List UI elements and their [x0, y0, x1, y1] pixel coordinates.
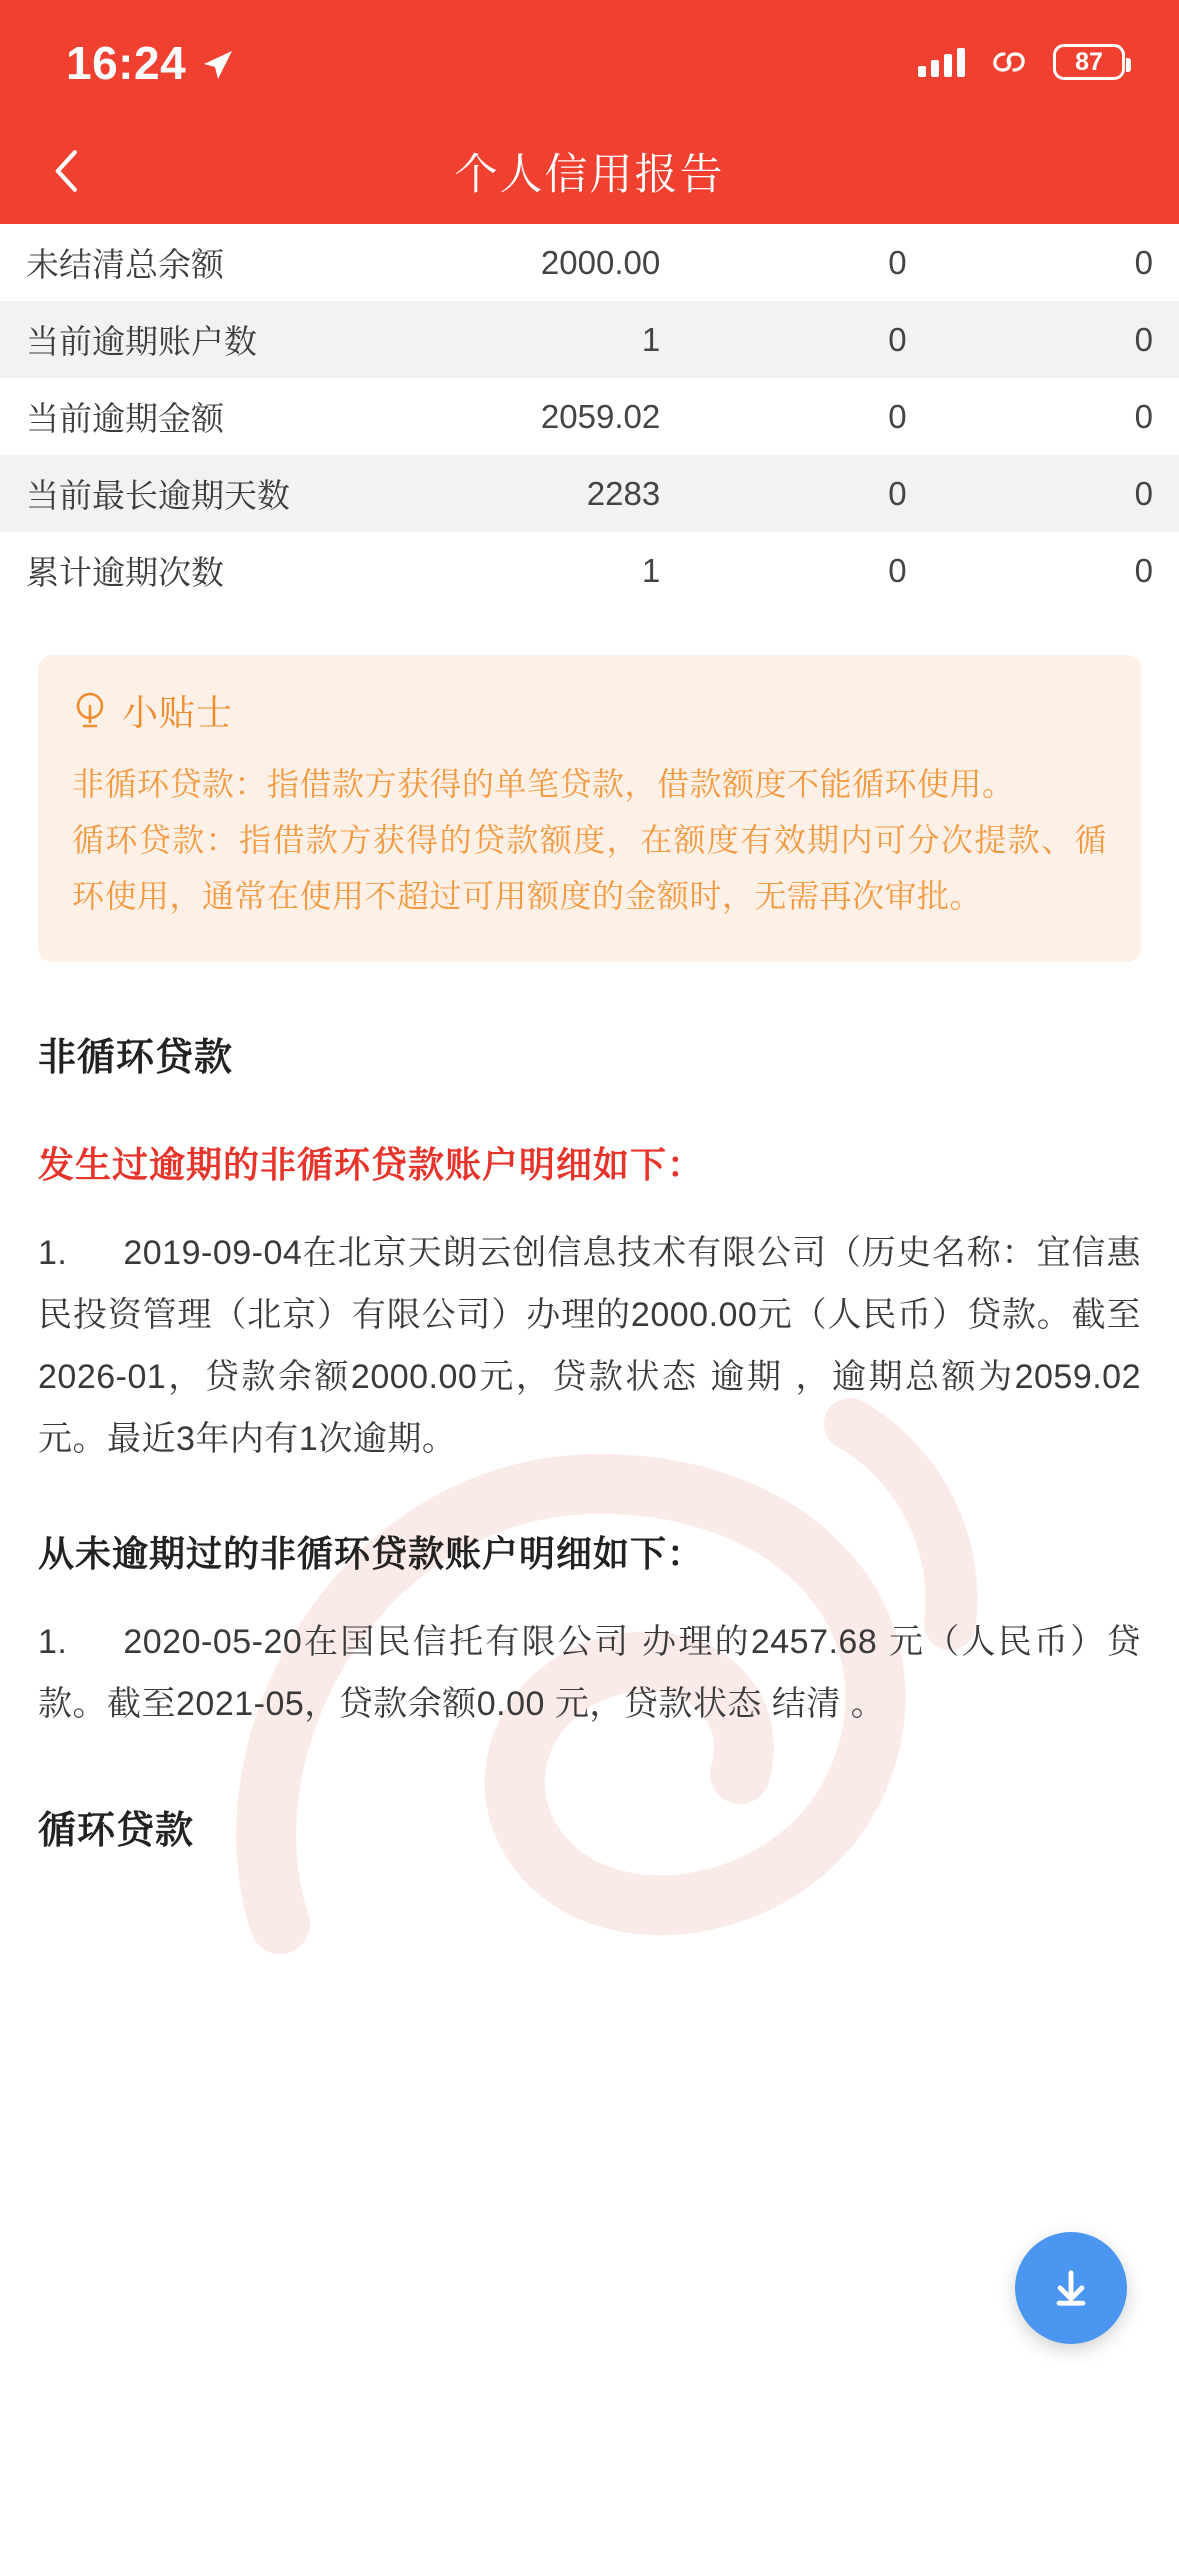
- row-value-col4: 0: [1134, 551, 1153, 589]
- table-row: [0, 378, 1179, 455]
- row-label: 累计逾期次数: [26, 554, 224, 591]
- row-value-col2: 2059.02: [540, 397, 661, 435]
- table-row: [0, 301, 1179, 378]
- download-icon: [1045, 2262, 1097, 2314]
- row-label: 当前最长逾期天数: [26, 477, 290, 514]
- row-value-col2: 1: [641, 320, 661, 358]
- status-bar: [0, 0, 1179, 118]
- list-item-index: 1.: [38, 1623, 68, 1661]
- table-row: [0, 532, 1179, 609]
- row-label: 当前逾期金额: [26, 400, 224, 437]
- row-label: 当前逾期账户数: [26, 323, 257, 360]
- row-value-col3: 0: [888, 397, 907, 435]
- battery-level: 87: [1075, 47, 1103, 76]
- battery-indicator: [1053, 44, 1125, 80]
- row-value-col2: 2000.00: [540, 243, 661, 281]
- status-time: 16:24: [66, 37, 187, 89]
- tip-title: 小贴士: [122, 692, 234, 733]
- overdue-account-item: [38, 1222, 1141, 1470]
- row-label: 未结清总余额: [26, 246, 224, 283]
- row-value-col4: 0: [1134, 474, 1153, 512]
- cellular-signal-icon: [918, 47, 965, 77]
- tip-header: [72, 685, 1107, 736]
- status-bar-right: [918, 38, 1125, 80]
- tip-box: [38, 655, 1141, 962]
- summary-table: [0, 224, 1179, 609]
- tip-paragraph-revolving: 循环贷款：指借款方获得的贷款额度，在额度有效期内可分次提款、循环使用，通常在使用不超过可用额度的金额时，无需再次审批。: [72, 822, 1107, 914]
- row-value-col4: 0: [1134, 243, 1153, 281]
- scroll-area[interactable]: [0, 224, 1179, 1854]
- location-arrow-icon: [200, 42, 234, 76]
- navigation-bar: [0, 118, 1179, 224]
- heading-overdue-accounts: 发生过逾期的非循环贷款账户明细如下：: [38, 1144, 705, 1185]
- row-value-col3: 0: [888, 551, 907, 589]
- never-overdue-account-item: [38, 1611, 1141, 1735]
- row-value-col3: 0: [888, 243, 907, 281]
- table-row: [0, 224, 1179, 301]
- lightbulb-icon: [72, 690, 108, 732]
- section-title-non-revolving: 非循环贷款: [38, 1037, 234, 1079]
- download-button[interactable]: [1015, 2232, 1127, 2344]
- row-value-col3: 0: [888, 320, 907, 358]
- list-item-index: 1.: [38, 1234, 68, 1272]
- row-value-col4: 0: [1134, 320, 1153, 358]
- row-value-col2: 1: [641, 551, 661, 589]
- tip-paragraph-non-revolving: 非循环贷款：指借款方获得的单笔贷款，借款额度不能循环使用。: [72, 766, 1015, 802]
- list-item-text: 2019-09-04在北京天朗云创信息技术有限公司（历史名称：宜信惠民投资管理（北京）有限公司）办理的2000.00元（人民币）贷款。截至2026-01，贷款余额2000.00元，贷款状态 逾期 ，逾期总额为2059.02元。最近3年内有1次逾期。: [38, 1234, 1141, 1458]
- back-button[interactable]: [38, 141, 98, 201]
- list-item-text: 2020-05-20在国民信托有限公司 办理的2457.68 元（人民币）贷款。截至2021-05，贷款余额0.00 元，贷款状态 结清 。: [38, 1623, 1141, 1723]
- chevron-left-icon: [51, 148, 85, 194]
- link-icon: [987, 46, 1031, 78]
- table-row: [0, 455, 1179, 532]
- report-content[interactable]: [0, 224, 1179, 2556]
- section-title-revolving: 循环贷款: [38, 1810, 195, 1852]
- page-title: 个人信用报告: [454, 150, 725, 199]
- row-value-col2: 2283: [586, 474, 661, 512]
- row-value-col4: 0: [1134, 397, 1153, 435]
- row-value-col3: 0: [888, 474, 907, 512]
- status-bar-left: [66, 32, 234, 89]
- heading-never-overdue-accounts: 从未逾期过的非循环贷款账户明细如下：: [38, 1533, 705, 1574]
